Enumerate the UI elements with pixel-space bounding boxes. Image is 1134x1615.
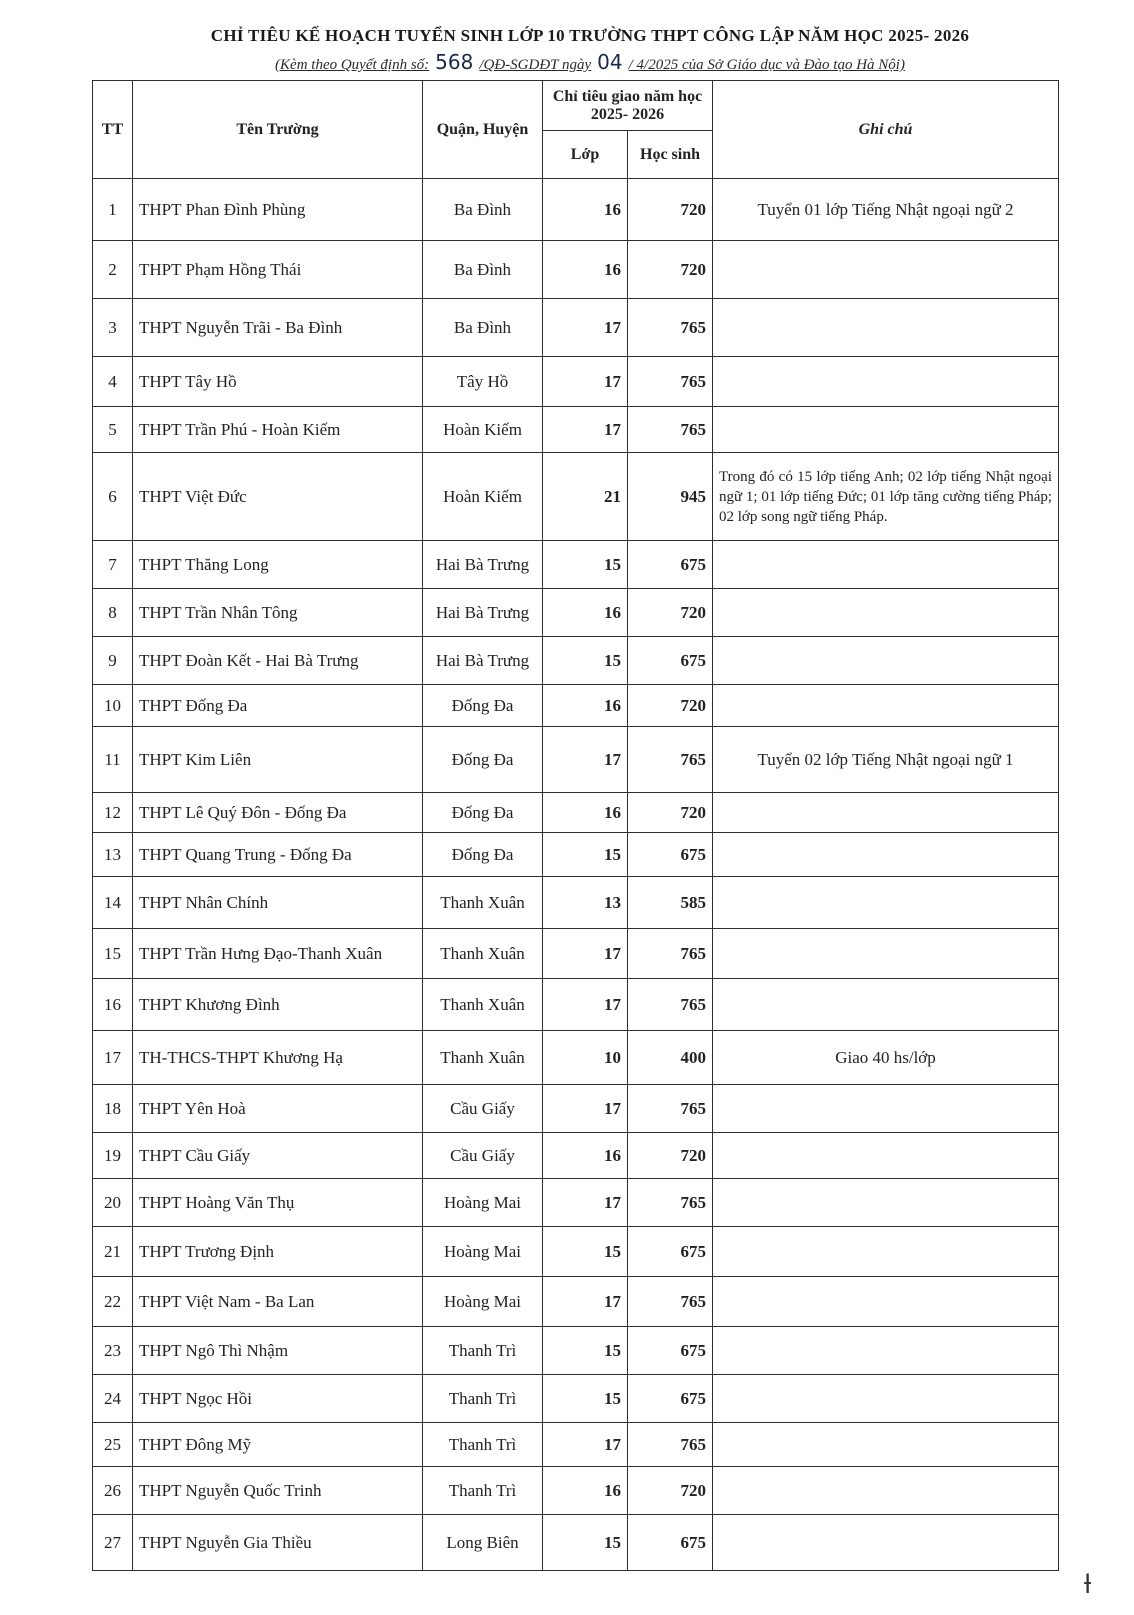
table-row	[93, 1277, 1059, 1327]
row-tt: 3	[93, 299, 133, 357]
subtitle-suffix: / 4/2025 của Sở Giáo dục và Đào tạo Hà Nội)	[628, 57, 905, 73]
col-header-classes: Lớp	[543, 131, 628, 179]
row-district: Thanh Trì	[423, 1327, 543, 1375]
row-tt: 14	[93, 877, 133, 929]
row-school-name: THPT Lê Quý Đôn - Đống Đa	[133, 793, 423, 833]
row-district: Thanh Xuân	[423, 979, 543, 1031]
decision-number: 568	[435, 50, 474, 74]
row-note	[713, 929, 1059, 979]
row-note	[713, 357, 1059, 407]
row-note	[713, 541, 1059, 589]
row-district: Hoàng Mai	[423, 1277, 543, 1327]
table-row	[93, 979, 1059, 1031]
table-row	[93, 727, 1059, 793]
row-tt: 17	[93, 1031, 133, 1085]
row-school-name: THPT Phạm Hồng Thái	[133, 241, 423, 299]
row-note	[713, 877, 1059, 929]
table-body	[93, 179, 1059, 1571]
row-district: Hoàn Kiếm	[423, 407, 543, 453]
row-classes: 15	[543, 541, 628, 589]
row-students: 400	[628, 1031, 713, 1085]
row-classes: 17	[543, 1179, 628, 1227]
col-header-tt: TT	[93, 81, 133, 179]
row-district: Đống Đa	[423, 793, 543, 833]
row-school-name: THPT Hoàng Văn Thụ	[133, 1179, 423, 1227]
row-school-name: THPT Nhân Chính	[133, 877, 423, 929]
row-school-name: THPT Phan Đình Phùng	[133, 179, 423, 241]
row-classes: 13	[543, 877, 628, 929]
row-classes: 16	[543, 179, 628, 241]
table-row	[93, 1327, 1059, 1375]
table-row	[93, 299, 1059, 357]
row-district: Hoàng Mai	[423, 1227, 543, 1277]
row-district: Cầu Giấy	[423, 1133, 543, 1179]
row-tt: 5	[93, 407, 133, 453]
row-classes: 17	[543, 1423, 628, 1467]
row-district: Ba Đình	[423, 299, 543, 357]
row-students: 765	[628, 357, 713, 407]
row-school-name: THPT Nguyễn Quốc Trinh	[133, 1467, 423, 1515]
row-school-name: THPT Khương Đình	[133, 979, 423, 1031]
row-school-name: THPT Việt Nam - Ba Lan	[133, 1277, 423, 1327]
row-tt: 13	[93, 833, 133, 877]
table-row	[93, 1179, 1059, 1227]
row-tt: 23	[93, 1327, 133, 1375]
row-district: Cầu Giấy	[423, 1085, 543, 1133]
row-classes: 21	[543, 453, 628, 541]
row-classes: 15	[543, 1375, 628, 1423]
row-tt: 25	[93, 1423, 133, 1467]
row-classes: 15	[543, 637, 628, 685]
table-row	[93, 1375, 1059, 1423]
row-tt: 18	[93, 1085, 133, 1133]
row-district: Hai Bà Trưng	[423, 541, 543, 589]
table-row	[93, 833, 1059, 877]
row-note	[713, 1085, 1059, 1133]
row-students: 720	[628, 241, 713, 299]
row-school-name: THPT Kim Liên	[133, 727, 423, 793]
row-students: 675	[628, 637, 713, 685]
row-school-name: THPT Việt Đức	[133, 453, 423, 541]
row-school-name: THPT Yên Hoà	[133, 1085, 423, 1133]
table-row	[93, 1133, 1059, 1179]
row-classes: 16	[543, 1133, 628, 1179]
subtitle-prefix: (Kèm theo Quyết định số:	[275, 57, 430, 73]
row-tt: 16	[93, 979, 133, 1031]
row-district: Đống Đa	[423, 685, 543, 727]
table-row	[93, 1423, 1059, 1467]
row-note	[713, 1375, 1059, 1423]
row-tt: 21	[93, 1227, 133, 1277]
row-students: 765	[628, 407, 713, 453]
table-row	[93, 1467, 1059, 1515]
row-students: 675	[628, 833, 713, 877]
row-classes: 10	[543, 1031, 628, 1085]
row-tt: 2	[93, 241, 133, 299]
row-tt: 15	[93, 929, 133, 979]
row-tt: 9	[93, 637, 133, 685]
row-students: 765	[628, 299, 713, 357]
row-note	[713, 299, 1059, 357]
row-school-name: THPT Đoàn Kết - Hai Bà Trưng	[133, 637, 423, 685]
row-note	[713, 833, 1059, 877]
row-school-name: THPT Đông Mỹ	[133, 1423, 423, 1467]
row-note	[713, 589, 1059, 637]
table-row	[93, 589, 1059, 637]
row-students: 765	[628, 1423, 713, 1467]
row-note	[713, 407, 1059, 453]
table-row	[93, 541, 1059, 589]
row-students: 675	[628, 1375, 713, 1423]
document-subtitle	[170, 50, 1010, 74]
row-tt: 1	[93, 179, 133, 241]
row-classes: 15	[543, 833, 628, 877]
row-classes: 15	[543, 1227, 628, 1277]
table-row	[93, 929, 1059, 979]
row-students: 585	[628, 877, 713, 929]
row-school-name: THPT Tây Hồ	[133, 357, 423, 407]
row-students: 675	[628, 1327, 713, 1375]
row-school-name: THPT Quang Trung - Đống Đa	[133, 833, 423, 877]
table-row	[93, 1085, 1059, 1133]
row-classes: 16	[543, 1467, 628, 1515]
row-note: Trong đó có 15 lớp tiếng Anh; 02 lớp tiếng Nhật ngoại ngữ 1; 01 lớp tiếng Đức; 01 lớp tăng cường tiếng Pháp; 02 lớp song ngữ tiếng Pháp.	[713, 453, 1059, 541]
row-district: Hai Bà Trưng	[423, 637, 543, 685]
row-students: 765	[628, 1277, 713, 1327]
table-row	[93, 637, 1059, 685]
row-note	[713, 637, 1059, 685]
table-row	[93, 685, 1059, 727]
row-tt: 27	[93, 1515, 133, 1571]
decision-day: 04	[597, 50, 623, 74]
row-note	[713, 1227, 1059, 1277]
row-students: 720	[628, 685, 713, 727]
row-note	[713, 1277, 1059, 1327]
row-classes: 16	[543, 793, 628, 833]
row-students: 675	[628, 541, 713, 589]
col-header-district: Quận, Huyện	[423, 81, 543, 179]
table-row	[93, 241, 1059, 299]
row-school-name: TH-THCS-THPT Khương Hạ	[133, 1031, 423, 1085]
row-school-name: THPT Trần Phú - Hoàn Kiếm	[133, 407, 423, 453]
row-classes: 17	[543, 1085, 628, 1133]
row-note	[713, 1423, 1059, 1467]
row-district: Thanh Trì	[423, 1467, 543, 1515]
row-district: Thanh Trì	[423, 1423, 543, 1467]
row-students: 765	[628, 727, 713, 793]
row-students: 765	[628, 929, 713, 979]
row-note	[713, 241, 1059, 299]
row-students: 765	[628, 1085, 713, 1133]
row-students: 720	[628, 1467, 713, 1515]
row-classes: 17	[543, 727, 628, 793]
row-note	[713, 685, 1059, 727]
row-district: Hai Bà Trưng	[423, 589, 543, 637]
table-row	[93, 793, 1059, 833]
table-row	[93, 1515, 1059, 1571]
row-district: Ba Đình	[423, 241, 543, 299]
row-school-name: THPT Ngô Thì Nhậm	[133, 1327, 423, 1375]
row-note	[713, 979, 1059, 1031]
row-classes: 17	[543, 299, 628, 357]
row-classes: 17	[543, 357, 628, 407]
table-row	[93, 877, 1059, 929]
table-row	[93, 453, 1059, 541]
handwritten-mark: ƚ	[1084, 1570, 1092, 1600]
row-tt: 4	[93, 357, 133, 407]
row-district: Đống Đa	[423, 727, 543, 793]
row-district: Thanh Xuân	[423, 929, 543, 979]
row-note	[713, 1515, 1059, 1571]
row-students: 675	[628, 1515, 713, 1571]
row-school-name: THPT Cầu Giấy	[133, 1133, 423, 1179]
row-district: Tây Hồ	[423, 357, 543, 407]
row-note: Tuyển 02 lớp Tiếng Nhật ngoại ngữ 1	[713, 727, 1059, 793]
row-tt: 10	[93, 685, 133, 727]
row-students: 765	[628, 1179, 713, 1227]
row-school-name: THPT Ngọc Hồi	[133, 1375, 423, 1423]
col-header-name: Tên Trường	[133, 81, 423, 179]
row-note	[713, 1179, 1059, 1227]
row-school-name: THPT Trần Nhân Tông	[133, 589, 423, 637]
row-school-name: THPT Trương Định	[133, 1227, 423, 1277]
document-title: CHỈ TIÊU KẾ HOẠCH TUYỂN SINH LỚP 10 TRƯỜNG THPT CÔNG LẬP NĂM HỌC 2025- 2026	[210, 26, 970, 45]
row-students: 675	[628, 1227, 713, 1277]
table-row	[93, 407, 1059, 453]
row-note	[713, 1467, 1059, 1515]
table-row	[93, 1031, 1059, 1085]
row-district: Hoàng Mai	[423, 1179, 543, 1227]
row-classes: 16	[543, 589, 628, 637]
row-students: 720	[628, 589, 713, 637]
row-district: Hoàn Kiếm	[423, 453, 543, 541]
row-tt: 12	[93, 793, 133, 833]
col-header-note: Ghi chú	[713, 81, 1059, 179]
table-row	[93, 357, 1059, 407]
row-classes: 16	[543, 241, 628, 299]
row-school-name: THPT Nguyễn Trãi - Ba Đình	[133, 299, 423, 357]
row-school-name: THPT Thăng Long	[133, 541, 423, 589]
quota-table	[92, 80, 1059, 1571]
row-school-name: THPT Trần Hưng Đạo-Thanh Xuân	[133, 929, 423, 979]
row-district: Ba Đình	[423, 179, 543, 241]
subtitle-mid: /QĐ-SGDĐT ngày	[479, 57, 592, 73]
col-header-students: Học sinh	[628, 131, 713, 179]
row-tt: 24	[93, 1375, 133, 1423]
table-row	[93, 1227, 1059, 1277]
table-row	[93, 179, 1059, 241]
row-classes: 15	[543, 1327, 628, 1375]
row-note	[713, 1133, 1059, 1179]
row-students: 720	[628, 793, 713, 833]
row-note	[713, 1327, 1059, 1375]
row-tt: 7	[93, 541, 133, 589]
row-students: 720	[628, 1133, 713, 1179]
row-note: Tuyển 01 lớp Tiếng Nhật ngoại ngữ 2	[713, 179, 1059, 241]
row-classes: 15	[543, 1515, 628, 1571]
row-tt: 8	[93, 589, 133, 637]
row-note	[713, 793, 1059, 833]
row-tt: 26	[93, 1467, 133, 1515]
row-tt: 22	[93, 1277, 133, 1327]
row-school-name: THPT Nguyễn Gia Thiều	[133, 1515, 423, 1571]
row-tt: 11	[93, 727, 133, 793]
row-classes: 17	[543, 929, 628, 979]
row-district: Đống Đa	[423, 833, 543, 877]
row-district: Long Biên	[423, 1515, 543, 1571]
row-tt: 6	[93, 453, 133, 541]
row-students: 765	[628, 979, 713, 1031]
row-tt: 20	[93, 1179, 133, 1227]
row-classes: 17	[543, 1277, 628, 1327]
row-students: 720	[628, 179, 713, 241]
row-district: Thanh Xuân	[423, 877, 543, 929]
row-classes: 17	[543, 407, 628, 453]
row-district: Thanh Trì	[423, 1375, 543, 1423]
row-classes: 17	[543, 979, 628, 1031]
row-students: 945	[628, 453, 713, 541]
row-tt: 19	[93, 1133, 133, 1179]
col-header-quota: Chỉ tiêu giao năm học 2025- 2026	[543, 81, 713, 131]
row-school-name: THPT Đống Đa	[133, 685, 423, 727]
row-note: Giao 40 hs/lớp	[713, 1031, 1059, 1085]
row-district: Thanh Xuân	[423, 1031, 543, 1085]
row-classes: 16	[543, 685, 628, 727]
